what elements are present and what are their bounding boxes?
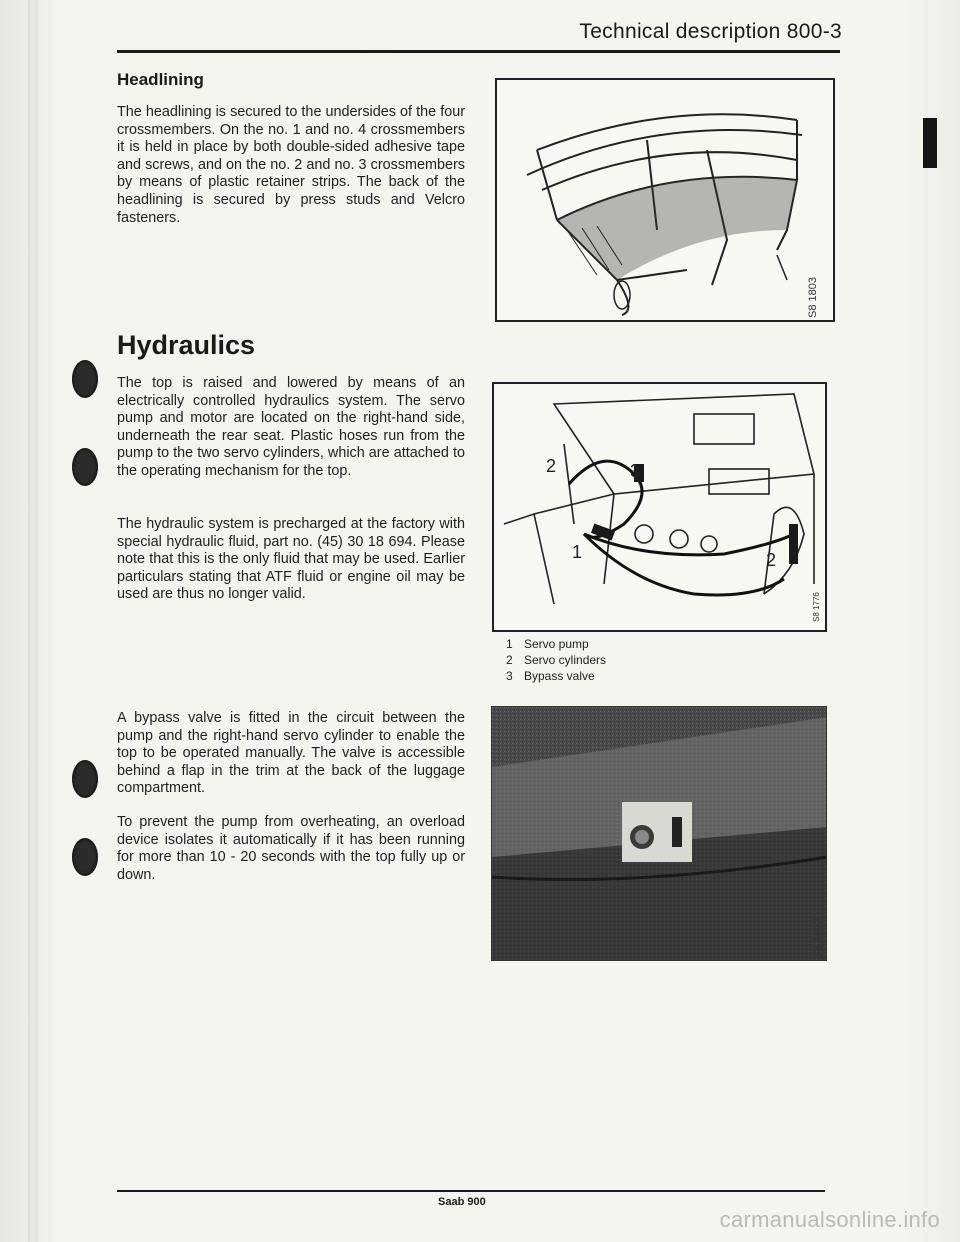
figure-hydraulic-layout <box>492 382 827 632</box>
headlining-heading: Headlining <box>117 70 204 89</box>
hydraulics-paragraph: To prevent the pump from overheating, an overload device isolates it automatically if it has been running for more than 10 - 20 seconds with the top fully up or down. <box>117 814 465 883</box>
callout-servo-pump: 1 <box>572 542 583 562</box>
section-tab-marker <box>923 118 937 168</box>
footer-label: Saab 900 <box>438 1196 486 1208</box>
luggage-compartment-photo <box>492 707 827 961</box>
hydraulic-layout-illustration <box>494 384 825 630</box>
headlining-body: The headlining is secured to the undersides of the four crossmembers. On the no. 1 and no. 4 crossmembers it is held in place by both double-sided adhesive tape and screws, and on the no. 2 and no. 3 crossmembers by means of plastic retainer strips. The back of the headlining is secured by press studs and Velcro fasteners. <box>117 104 465 226</box>
photo-luggage-compartment <box>491 706 827 961</box>
binder-hole <box>72 448 98 486</box>
binder-hole <box>72 760 98 798</box>
page-header-title: Technical description 800-3 <box>579 20 842 43</box>
figure-code: S8 1803 <box>807 277 819 318</box>
figure-top-frame <box>495 78 835 322</box>
legend-item: 2 Servo cylinders <box>506 653 607 667</box>
callout-servo-cylinder-right: 2 <box>766 550 777 570</box>
callout-servo-cylinder-left: 2 <box>546 456 557 476</box>
binder-hole <box>72 838 98 876</box>
hydraulics-paragraph: A bypass valve is fitted in the circuit between the pump and the right-hand servo cylinder to enable the top to be operated manually. The valve is accessible behind a flap in the trim at the back of the luggage compartment. <box>117 710 465 797</box>
top-frame-illustration <box>497 80 833 320</box>
footer-rule <box>117 1190 825 1192</box>
hydraulics-heading: Hydraulics <box>117 330 256 360</box>
watermark: carmanualsonline.info <box>719 1207 940 1232</box>
legend-item: 1 Servo pump <box>506 637 589 651</box>
figure-legend <box>506 636 606 684</box>
figure-code: S8 1692 <box>812 918 824 959</box>
binder-hole <box>72 360 98 398</box>
header-rule <box>117 50 840 53</box>
hydraulics-paragraph: The top is raised and lowered by means of an electrically controlled hydraulics system. The servo pump and motor are located on the right-hand side, underneath the rear seat. Plastic hoses run from the pump to the two servo cylinders, which are attached to the operating mechanism for the top. <box>117 375 465 479</box>
binding-edge <box>28 0 38 1242</box>
figure-code: S8 1776 <box>812 592 821 622</box>
hydraulics-paragraph: The hydraulic system is precharged at the factory with special hydraulic fluid, part no. (45) 30 18 694. Please note that this is the only fluid that may be used. Earlier particulars stating that ATF fluid or engine oil may be used are thus no longer valid. <box>117 516 465 603</box>
legend-item: 3 Bypass valve <box>506 669 595 683</box>
callout-bypass-valve: 3 <box>630 461 641 481</box>
